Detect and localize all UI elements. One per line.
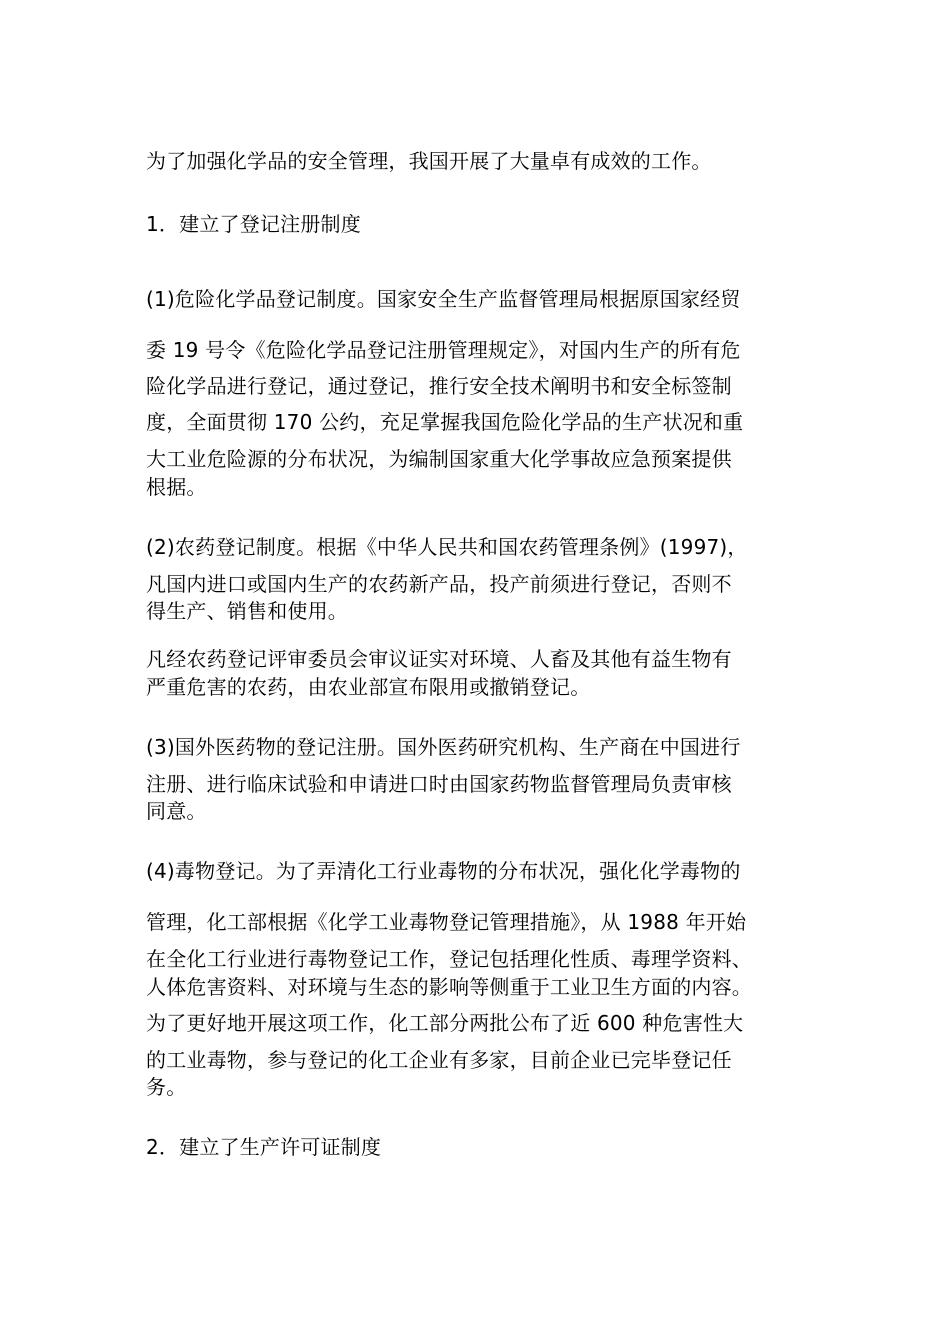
text-line: (3)国外医药物的登记注册。国外医药研究机构、生产商在中国进行 — [146, 735, 741, 759]
text-line: (1)危险化学品登记制度。国家安全生产监督管理局根据原国家经贸 — [146, 287, 741, 311]
text-line: 得生产、销售和使用。 — [146, 599, 348, 623]
section-1-heading: 1．建立了登记注册制度 — [146, 212, 361, 236]
text-line: 严重危害的农药，由农业部宣布限用或撤销登记。 — [146, 675, 591, 699]
text-line: 险化学品进行登记，通过登记，推行安全技术阐明书和安全标签制 — [146, 374, 732, 398]
text-line: 大工业危险源的分布状况，为编制国家重大化学事故应急预案提供 — [146, 447, 732, 471]
text-line: (4)毒物登记。为了弄清化工行业毒物的分布状况，强化化学毒物的 — [146, 859, 741, 883]
section-2-heading: 2．建立了生产许可证制度 — [146, 1135, 382, 1159]
text-line: 度，全面贯彻 170 公约，充足掌握我国危险化学品的生产状况和重 — [146, 410, 744, 434]
text-line: 管理，化工部根据《化学工业毒物登记管理措施》，从 1988 年开始 — [146, 910, 747, 934]
text-line: 务。 — [146, 1075, 187, 1099]
text-line: 在全化工行业进行毒物登记工作，登记包括理化性质、毒理学资料、 — [146, 947, 752, 971]
text-line: (2)农药登记制度。根据《中华人民共和国农药管理条例》(1997)， — [146, 535, 748, 559]
text-line: 委 19 号令《危险化学品登记注册管理规定》，对国内生产的所有危 — [146, 338, 741, 362]
text-line: 人体危害资料、对环境与生态的影响等侧重于工业卫生方面的内容。 — [146, 975, 752, 999]
text-line: 同意。 — [146, 799, 207, 823]
text-line: 的工业毒物，参与登记的化工企业有多家，目前企业已完毕登记任 — [146, 1048, 732, 1072]
text-line: 注册、进行临床试验和申请进口时由国家药物监督管理局负责审核 — [146, 772, 732, 796]
text-line: 根据。 — [146, 475, 207, 499]
text-line: 为了更好地开展这项工作，化工部分两批公布了近 600 种危害性大 — [146, 1011, 744, 1035]
text-line: 凡国内进口或国内生产的农药新产品，投产前须进行登记，否则不 — [146, 572, 732, 596]
intro-paragraph: 为了加强化学品的安全管理，我国开展了大量卓有成效的工作。 — [146, 149, 712, 173]
text-line: 凡经农药登记评审委员会审议证实对环境、人畜及其他有益生物有 — [146, 647, 732, 671]
